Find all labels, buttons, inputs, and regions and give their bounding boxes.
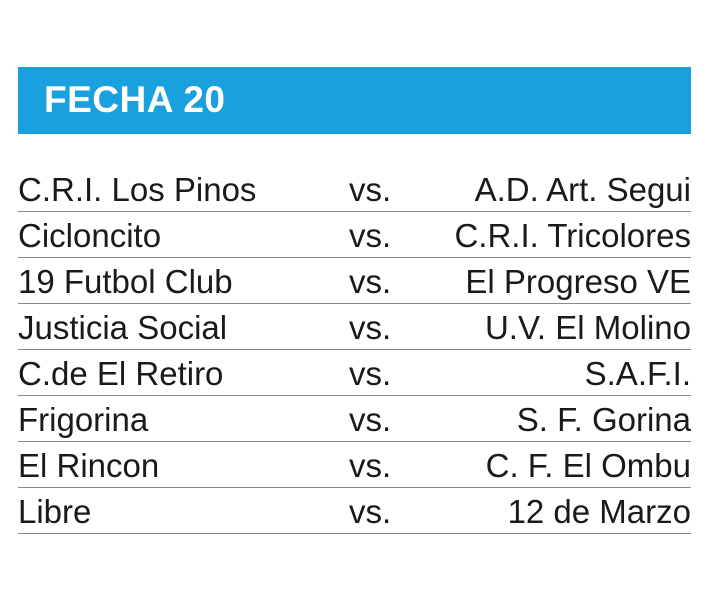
away-team: C.R.I. Tricolores	[454, 217, 691, 254]
fixture-row	[18, 258, 691, 304]
away-team: El Progreso VE	[465, 263, 691, 300]
away-team: S.A.F.I.	[584, 355, 691, 392]
fixture-row	[18, 350, 691, 396]
away-team: C. F. El Ombu	[485, 447, 691, 484]
header-bar	[18, 67, 691, 134]
home-team: 19 Futbol Club	[18, 263, 233, 300]
home-team: C.R.I. Los Pinos	[18, 171, 257, 208]
versus-label: vs.	[349, 171, 392, 208]
versus-label: vs.	[349, 309, 392, 346]
fixture-row	[18, 212, 691, 258]
home-team: Justicia Social	[18, 309, 228, 346]
home-team: El Rincon	[18, 447, 160, 484]
page-title: FECHA 20	[44, 79, 226, 120]
fixture-row	[18, 488, 691, 534]
away-team: A.D. Art. Segui	[474, 171, 691, 208]
versus-label: vs.	[349, 217, 392, 254]
away-team: U.V. El Molino	[484, 309, 691, 346]
home-team: Cicloncito	[18, 217, 162, 254]
away-team: 12 de Marzo	[507, 493, 691, 530]
versus-label: vs.	[349, 401, 392, 438]
home-team: Libre	[18, 493, 92, 530]
fixture-row	[18, 442, 691, 488]
fixture-row	[18, 396, 691, 442]
home-team: Frigorina	[18, 401, 149, 438]
fixtures-table	[18, 166, 691, 534]
versus-label: vs.	[349, 493, 392, 530]
fixture-row	[18, 166, 691, 212]
versus-label: vs.	[349, 263, 392, 300]
away-team: S. F. Gorina	[516, 401, 691, 438]
versus-label: vs.	[349, 355, 392, 392]
home-team: C.de El Retiro	[18, 355, 224, 392]
fixture-row	[18, 304, 691, 350]
versus-label: vs.	[349, 447, 392, 484]
